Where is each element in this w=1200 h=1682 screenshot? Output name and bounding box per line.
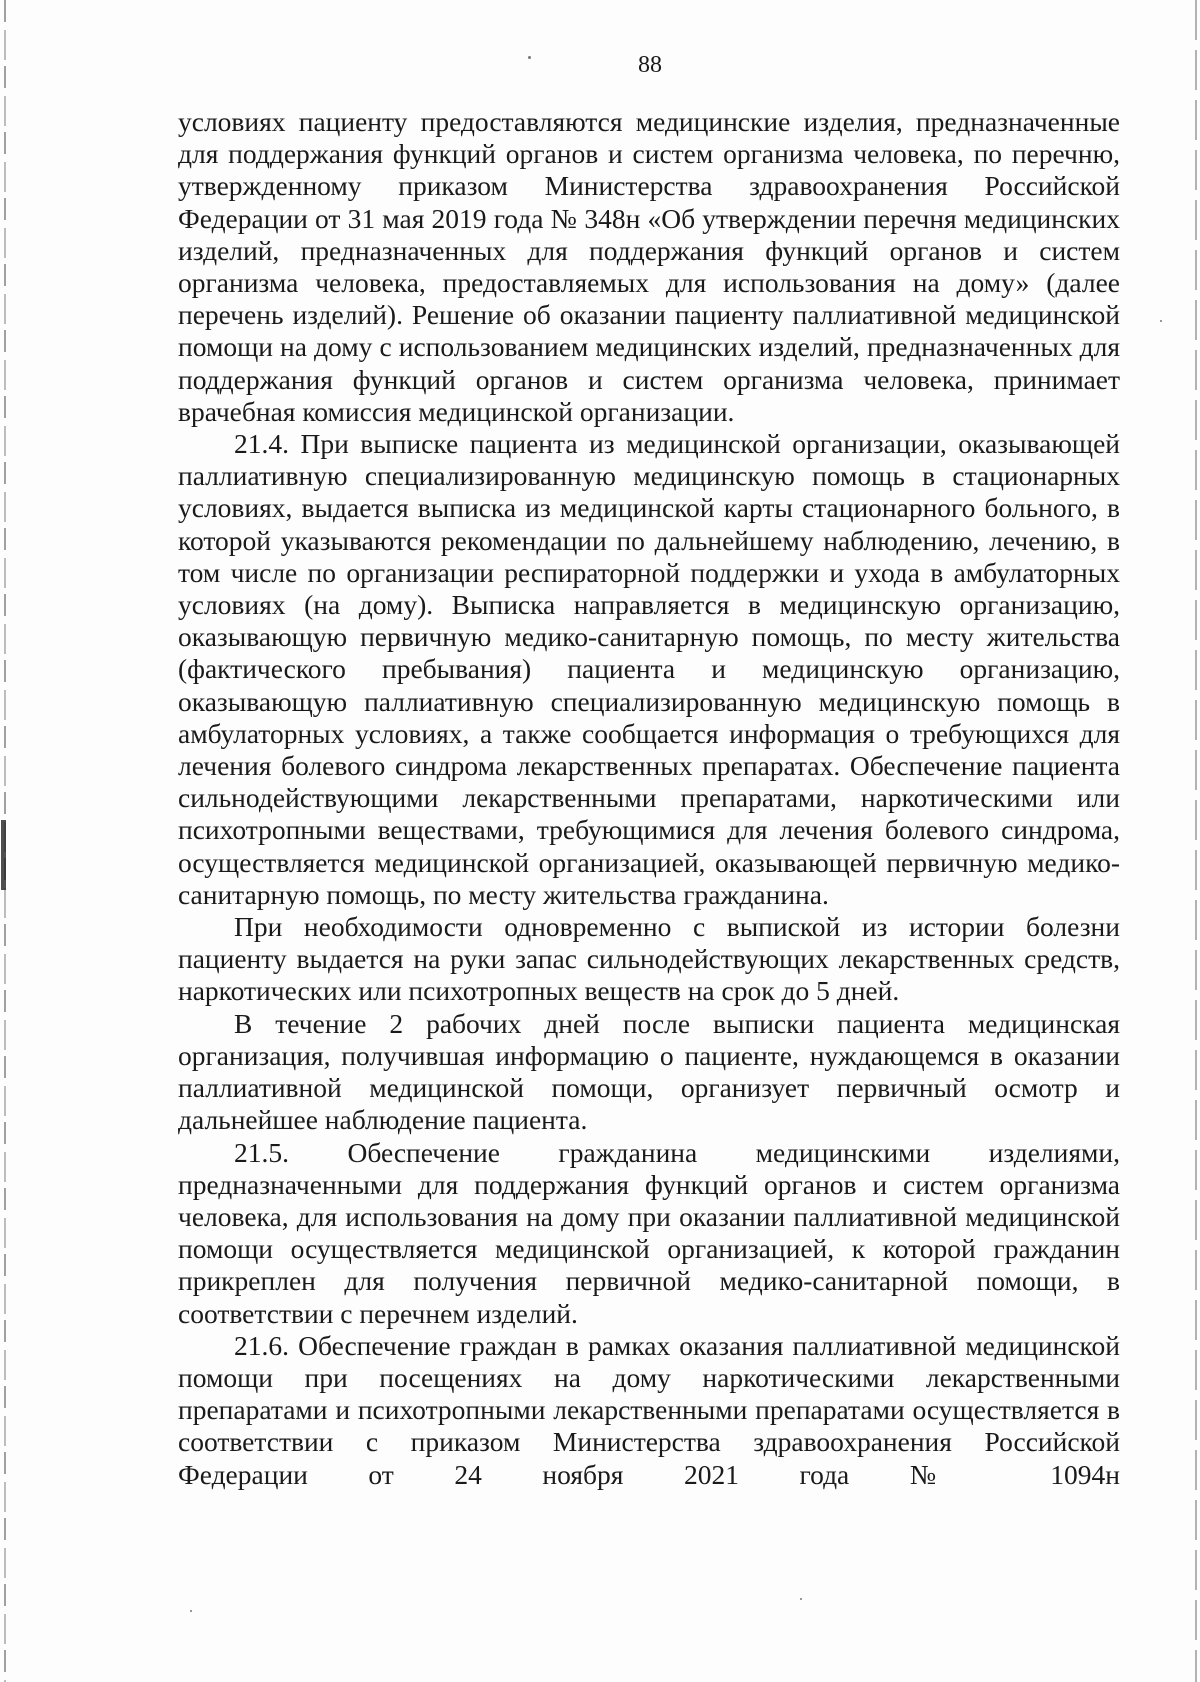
paragraph-two-days: В течение 2 рабочих дней после выписки пациента медицинская организация, получившая информацию о пациенте, нуждающемся в оказании паллиативной медицинской помощи, организует первичный осмотр и дальнейшее наблюдение пациента. — [178, 1007, 1120, 1136]
paragraph-continuation: условиях пациенту предоставляются медицинские изделия, предназначенные для поддержания функций органов и систем организма человека, по перечню, утвержденному приказом Министерства здравоохранения Российской Федерации от 31 мая 2019 года № 348н «Об утверждении перечня медицинских изделий, предназначенных для поддержания функций органов и систем организма человека, предоставляемых для использования на дому» (далее перечень изделий). Решение об оказании пациенту паллиативной медицинской помощи на дому с использованием медицинских изделий, предназначенных для поддержания функций органов и систем организма человека, принимает врачебная комиссия медицинской организации. — [178, 106, 1120, 427]
page-number: 88 — [638, 52, 662, 78]
document-body — [178, 106, 1120, 1491]
scan-edge-mark — [1, 820, 6, 890]
paragraph-stock-issue: При необходимости одновременно с выпиской из истории болезни пациенту выдается на руки запас сильнодействующих лекарственных средств, наркотических или психотропных веществ на срок до 5 дней. — [178, 911, 1120, 1007]
scan-edge-right — [1195, 0, 1197, 1682]
scan-speck — [190, 1610, 192, 1612]
scan-speck — [800, 1598, 802, 1600]
paragraph-21-5: 21.5. Обеспечение гражданина медицинскими изделиями, предназначенными для поддержания функций органов и систем организма человека, для использования на дому при оказании паллиативной медицинской помощи осуществляется медицинской организацией, к которой гражданин прикреплен для получения первичной медико-санитарной помощи, в соответствии с перечнем изделий. — [178, 1136, 1120, 1329]
paragraph-21-4: 21.4. При выписке пациента из медицинской организации, оказывающей паллиативную специализированную медицинскую помощь в стационарных условиях, выдается выписка из медицинской карты стационарного больного, в которой указываются рекомендации по дальнейшему наблюдению, лечению, в том числе по организации респираторной поддержки и ухода в амбулаторных условиях (на дому). Выписка направляется в медицинскую организацию, оказывающую первичную медико-санитарную помощь, по месту жительства (фактического пребывания) пациента и медицинскую организацию, оказывающую паллиативную специализированную медицинскую помощь в амбулаторных условиях, а также сообщается информация о требующихся для лечения болевого синдрома лекарственных препаратах. Обеспечение пациента сильнодействующими лекарственными препаратами, наркотическими или психотропными веществами, требующимися для лечения болевого синдрома, осуществляется медицинской организацией, оказывающей первичную медико-санитарную помощь, по месту жительства гражданина. — [178, 428, 1120, 910]
scan-speck — [1160, 320, 1162, 322]
paragraph-21-6: 21.6. Обеспечение граждан в рамках оказания паллиативной медицинской помощи при посещениях на дому наркотическими лекарственными препаратами и психотропными лекарственными препаратами осуществляется в соответствии с приказом Министерства здравоохранения Российской Федерации от 24 ноября 2021 года № 1094н — [178, 1329, 1120, 1490]
